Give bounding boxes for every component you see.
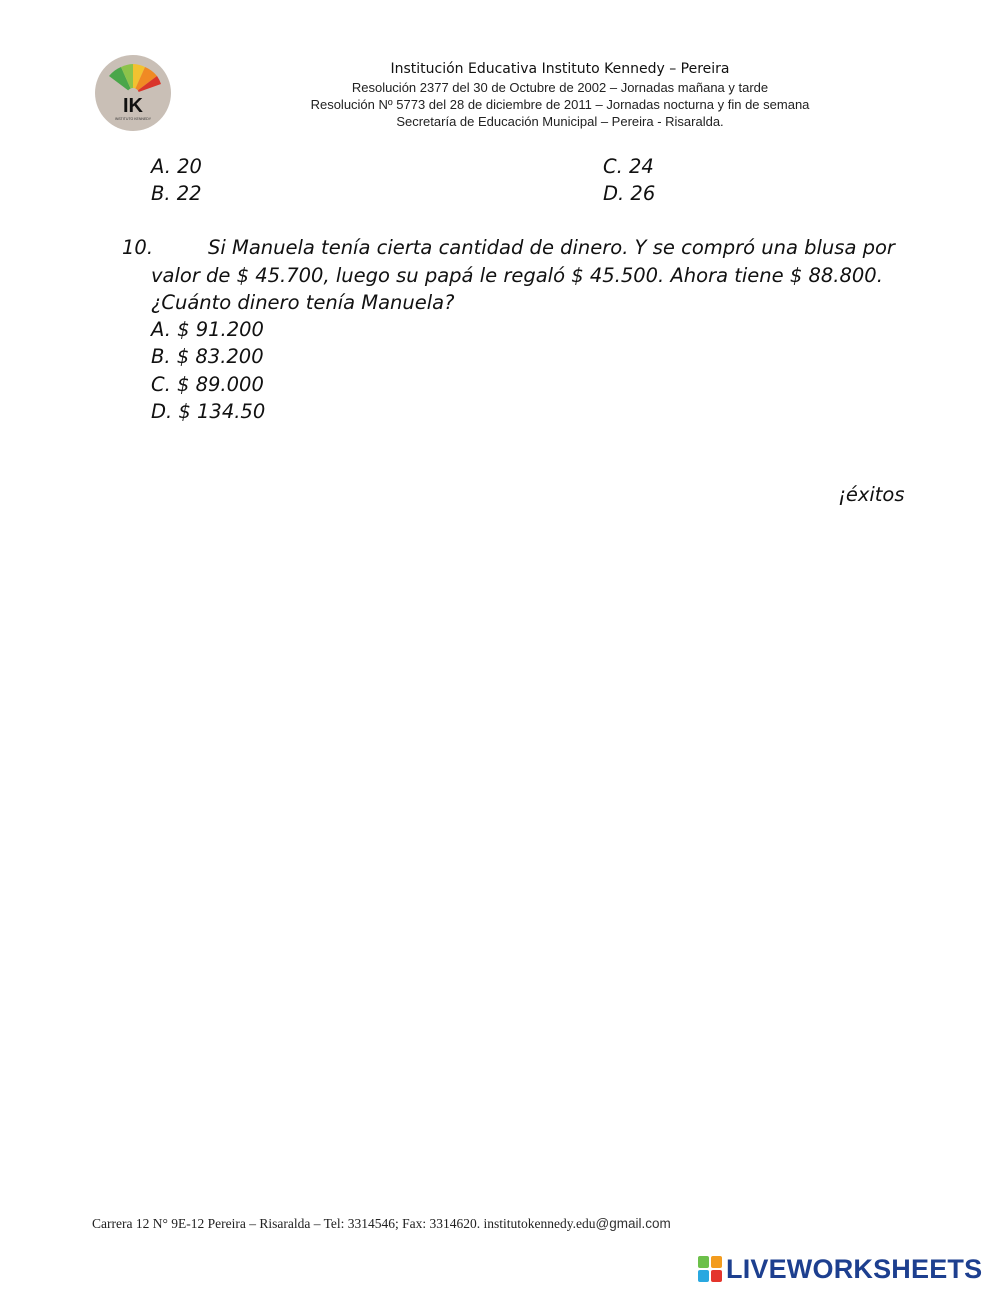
answer-option-a: A. $ 91.200 [151, 318, 264, 341]
answer-option-c: C. $ 89.000 [151, 373, 264, 396]
resolution-line-1: Resolución 2377 del 30 de Octubre de 2002 – Jornadas mañana y tarde [351, 80, 769, 95]
school-title: Institución Educativa Instituto Kennedy – Pereira [390, 61, 730, 77]
logo-subtext: INSTITUTO KENNEDY [114, 117, 152, 121]
question-text-line-2: valor de $ 45.700, luego su papá le regaló $ 45.500. Ahora tiene $ 88.800. [151, 264, 883, 287]
school-header [260, 60, 860, 130]
answer-option-d: D. $ 134.50 [151, 400, 266, 423]
prev-option-d: D. 26 [603, 182, 656, 205]
footer-contact [92, 1216, 671, 1232]
question-number: 10. [122, 236, 154, 259]
logo-monogram: IK [123, 95, 143, 117]
prev-option-a: A. 20 [151, 155, 202, 178]
resolution-line-2: Resolución Nº 5773 del 28 de diciembre de 2011 – Jornadas nocturna y fin de semana [310, 97, 810, 112]
secretariat-line: Secretaría de Educación Municipal – Pereira - Risaralda. [396, 114, 724, 129]
school-logo [94, 54, 172, 132]
question-text-line-1: Si Manuela tenía cierta cantidad de dinero. Y se compró una blusa por [208, 236, 895, 259]
question-text-line-3: ¿Cuánto dinero tenía Manuela? [151, 291, 455, 314]
prev-option-c: C. 24 [603, 155, 654, 178]
footer-address: Carrera 12 N° 9E-12 Pereira – Risaralda – Tel: 3314546; Fax: 3314620. institutokennedy.edu [92, 1216, 596, 1231]
footer-email-domain: @gmail.com [595, 1216, 671, 1231]
liveworksheets-brand [698, 1253, 982, 1285]
answer-option-b: B. $ 83.200 [151, 345, 264, 368]
prev-option-b: B. 22 [151, 182, 202, 205]
liveworksheets-wordmark: LIVEWORKSHEETS [726, 1253, 983, 1284]
liveworksheets-logo-icon [698, 1256, 722, 1282]
closing-message: ¡éxitos [838, 483, 905, 506]
